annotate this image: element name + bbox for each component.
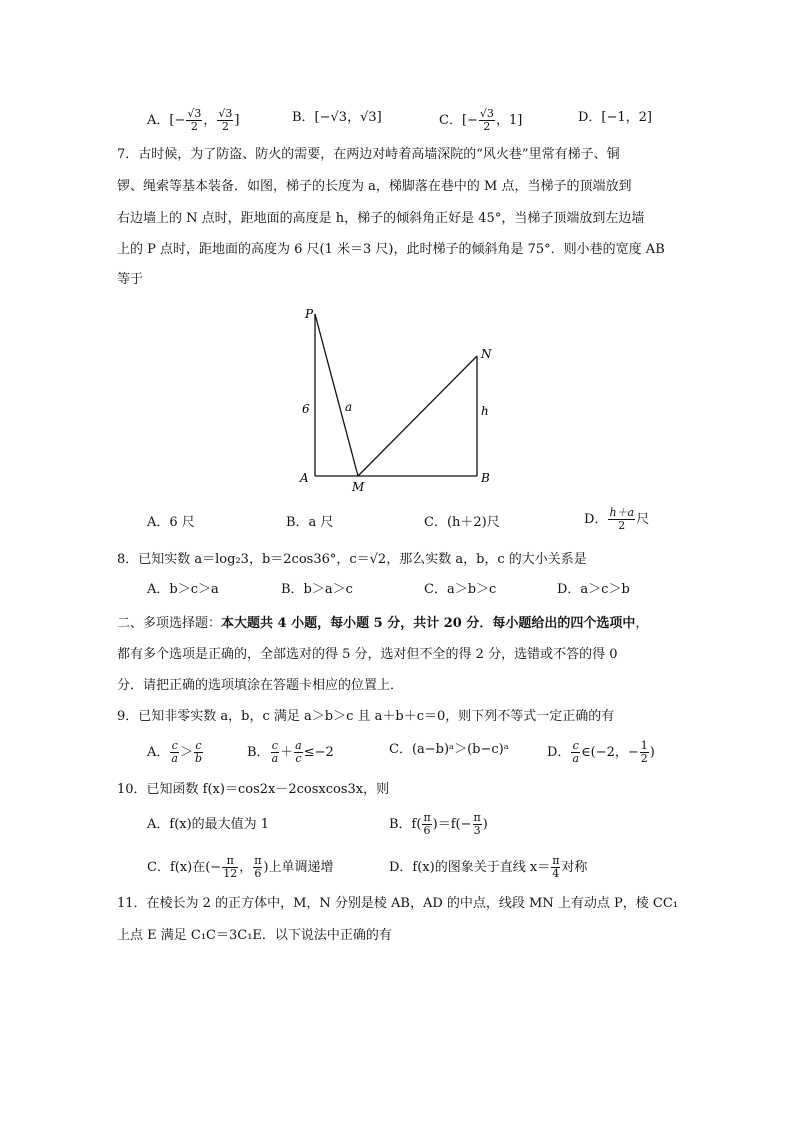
q7-option-c: C．(h＋2)尺 bbox=[424, 515, 500, 530]
ladder-to-n bbox=[358, 356, 477, 476]
q7-option-a: A．6 尺 bbox=[147, 515, 195, 530]
q9-option-c: C．(a−b)ᵃ＞(b−c)ᵃ bbox=[389, 742, 509, 757]
label-six: 6 bbox=[302, 402, 310, 416]
q7-option-d: D． $\frac{h+a}{2}$ 尺 bbox=[584, 506, 650, 532]
q7-ladder-figure bbox=[290, 300, 510, 500]
q8-option-d: D．a＞c＞b bbox=[557, 582, 630, 597]
q7-option-b: B．a 尺 bbox=[286, 515, 334, 530]
label-m: M bbox=[352, 480, 365, 494]
q10-option-b: B．f( $\frac{\pi}{6}$ )＝f(− $\frac{\pi}{3}$ ) bbox=[389, 811, 488, 837]
q8-option-a: A．b＞c＞a bbox=[147, 582, 219, 597]
q6-option-d: D．[−1，2] bbox=[578, 110, 653, 125]
q9-option-b: B． $\frac{c}{a}$ ＋ $\frac{a}{c}$ ≤−2 bbox=[247, 739, 334, 765]
label-p: P bbox=[305, 307, 314, 321]
q6-option-a: A．[− $\frac{√3}{2}$ ， $\frac{√3}{2}$ ] bbox=[147, 107, 240, 133]
label-a-point: A bbox=[300, 471, 309, 485]
label-h: h bbox=[481, 404, 489, 418]
section2-intro-line-1: 二、多项选择题：本大题共 4 小题，每小题 5 分，共计 20 分．每小题给出的四个选项中， bbox=[117, 616, 649, 631]
q7-stem-line-2: 锣、绳索等基本装备．如图，梯子的长度为 a，梯脚落在巷中的 M 点，当梯子的顶端放到 bbox=[117, 179, 632, 194]
q9-option-a: A． $\frac{c}{a}$ ＞ $\frac{c}{b}$ bbox=[147, 739, 203, 765]
q11-stem-line-2: 上点 E 满足 C₁C＝3C₁E．以下说法中正确的有 bbox=[117, 928, 392, 943]
q9-stem: 9．已知非零实数 a，b，c 满足 a＞b＞c 且 a＋b＋c＝0，则下列不等式一定正确的有 bbox=[117, 709, 615, 724]
label-n: N bbox=[481, 347, 492, 361]
section2-intro-line-3: 分．请把正确的选项填涂在答题卡相应的位置上． bbox=[117, 678, 404, 693]
q6-option-b: B．[−√3，√3] bbox=[292, 110, 382, 125]
q8-stem: 8．已知实数 a＝log₂3，b＝2cos36°，c＝√2，那么实数 a，b，c 的大小关系是 bbox=[117, 552, 587, 567]
q6-option-c: C．[− $\frac{√3}{2}$ ，1] bbox=[439, 107, 523, 133]
q8-option-c: C．a＞b＞c bbox=[424, 582, 497, 597]
q8-option-b: B．b＞a＞c bbox=[281, 582, 353, 597]
label-b: B bbox=[481, 471, 490, 485]
q10-option-c: C．f(x)在(− $\frac{\pi}{12}$ ， $\frac{\pi}{6}$ )上单调递增 bbox=[147, 854, 334, 880]
q9-option-d: D． $\frac{c}{a}$ ∈(−2，− $\frac{1}{2}$ ) bbox=[547, 739, 655, 765]
q7-stem-line-5: 等于 bbox=[117, 272, 144, 287]
ladder-to-p bbox=[315, 314, 358, 476]
label-a-ladder: a bbox=[345, 400, 353, 414]
q7-stem-line-1: 7．古时候，为了防盗、防火的需要，在两边对峙着高墙深院的“风火巷”里常有梯子、铜 bbox=[117, 147, 620, 162]
q10-stem: 10．已知函数 f(x)＝cos2x－2cosxcos3x，则 bbox=[117, 782, 390, 797]
q10-option-a: A．f(x)的最大值为 1 bbox=[147, 817, 270, 832]
section2-intro-line-2: 都有多个选项是正确的，全部选对的得 5 分，选对但不全的得 2 分，选错或不答的得 0 bbox=[117, 647, 618, 662]
q7-stem-line-3: 右边墙上的 N 点时，距地面的高度是 h，梯子的倾斜角正好是 45°，当梯子顶端放到左边墙 bbox=[117, 211, 645, 226]
q7-stem-line-4: 上的 P 点时，距地面的高度为 6 尺(1 米＝3 尺)，此时梯子的倾斜角是 75°．则小巷的宽度 AB bbox=[117, 242, 665, 257]
q10-option-d: D．f(x)的图象关于直线 x＝ $\frac{\pi}{4}$ 对称 bbox=[389, 854, 588, 880]
q11-stem-line-1: 11．在棱长为 2 的正方体中，M，N 分别是棱 AB，AD 的中点，线段 MN 上有动点 P，棱 CC₁ bbox=[117, 896, 678, 911]
